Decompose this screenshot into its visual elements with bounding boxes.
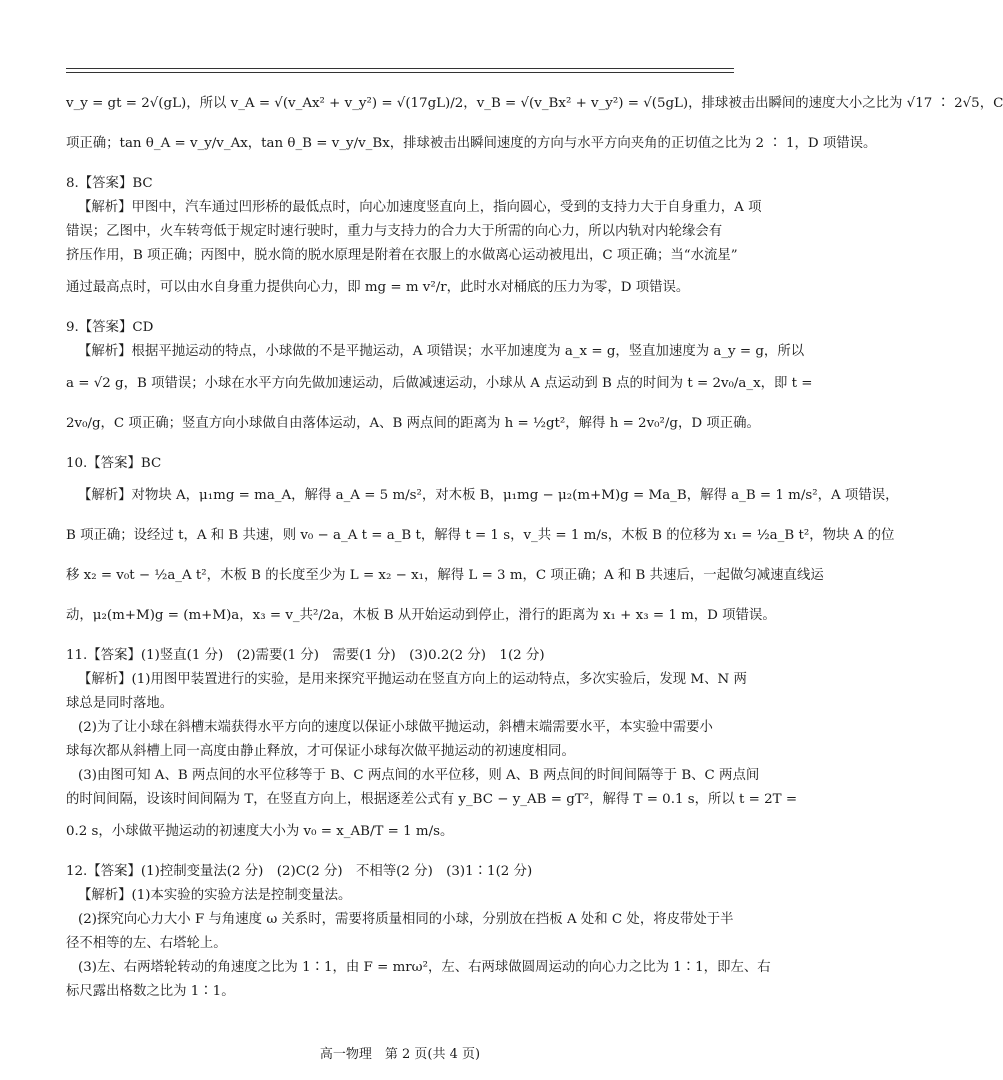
text-line: 【解析】甲图中，汽车通过凹形桥的最低点时，向心加速度竖直向上，指向圆心，受到的支持力大于自身重力，A 项: [78, 200, 762, 215]
text-line: 的时间间隔，设该时间间隔为 T，在竖直方向上，根据逐差公式有 y_BC − y_AB = gT²，解得 T = 0.1 s，所以 t = 2T =: [66, 792, 798, 807]
header-rule-thin: [66, 72, 734, 73]
text-line: 球总是同时落地。: [66, 696, 174, 711]
text-line: (2)探究向心力大小 F 与角速度 ω 关系时，需要将质量相同的小球，分别放在挡板 A 处和 C 处，将皮带处于半: [78, 912, 734, 927]
text-line: 标尺露出格数之比为 1∶1。: [66, 984, 235, 999]
text-line: 项正确；tan θ_A = v_y/v_Ax，tan θ_B = v_y/v_Bx，排球被击出瞬间速度的方向与水平方向夹角的正切值之比为 2 ∶ 1，D 项错误。: [66, 136, 877, 151]
text-line: 【解析】对物块 A，μ₁mg = ma_A，解得 a_A = 5 m/s²，对木板 B，μ₁mg − μ₂(m+M)g = Ma_B，解得 a_B = 1 m/s²，A 项错误，: [78, 488, 899, 503]
text-line: (3)由图可知 A、B 两点间的水平位移等于 B、C 两点间的水平位移，则 A、B 两点间的时间间隔等于 B、C 两点间: [78, 768, 760, 783]
page-footer: 高一物理 第 2 页(共 4 页): [319, 1047, 481, 1062]
text-line: 通过最高点时，可以由水自身重力提供向心力，即 mg = m v²/r，此时水对桶底的压力为零，D 项错误。: [66, 280, 690, 295]
text-line: v_y = gt = 2√(gL)，所以 v_A = √(v_Ax² + v_y²) = √(17gL)/2，v_B = √(v_Bx² + v_y²) = √(5gL)，排球被击出瞬间的速度大小之比为 √17 ∶ 2√5，C: [66, 96, 1003, 111]
text-line: a = √2 g，B 项错误；小球在水平方向先做加速运动，后做减速运动，小球从 A 点运动到 B 点的时间为 t = 2v₀/a_x，即 t =: [66, 376, 813, 391]
text-line: 挤压作用，B 项正确；丙图中，脱水筒的脱水原理是附着在衣服上的水做离心运动被甩出，C 项正确；当“水流星”: [66, 248, 738, 263]
text-line: (2)为了让小球在斜槽末端获得水平方向的速度以保证小球做平抛运动，斜槽末端需要水平，本实验中需要小: [78, 720, 713, 735]
text-line: 错误；乙图中，火车转弯低于规定时速行驶时，重力与支持力的合力大于所需的向心力，所以内轨对内轮缘会有: [66, 224, 723, 239]
text-line: (3)左、右两塔轮转动的角速度之比为 1∶1，由 F = mrω²，左、右两球做圆周运动的向心力之比为 1∶1，即左、右: [78, 960, 771, 975]
text-line: B 项正确；设经过 t，A 和 B 共速，则 v₀ − a_A t = a_B t，解得 t = 1 s，v_共 = 1 m/s，木板 B 的位移为 x₁ = ½a_B t²，物块 A 的位: [66, 528, 895, 543]
answer-content: [66, 84, 1003, 1004]
answer-q9: 9.【答案】CD: [66, 320, 154, 335]
answer-q11: 11.【答案】(1)竖直(1 分) (2)需要(1 分) 需要(1 分) (3)0.2(2 分) 1(2 分): [66, 648, 545, 663]
text-line: 0.2 s，小球做平抛运动的初速度大小为 v₀ = x_AB/T = 1 m/s。: [66, 824, 454, 839]
text-line: 球每次都从斜槽上同一高度由静止释放，才可保证小球每次做平抛运动的初速度相同。: [66, 744, 575, 759]
answer-q8: 8.【答案】BC: [66, 176, 153, 191]
text-line: 移 x₂ = v₀t − ½a_A t²，木板 B 的长度至少为 L = x₂ − x₁，解得 L = 3 m，C 项正确；A 和 B 共速后，一起做匀减速直线运: [66, 568, 824, 583]
text-line: 径不相等的左、右塔轮上。: [66, 936, 227, 951]
answer-q12: 12.【答案】(1)控制变量法(2 分) (2)C(2 分) 不相等(2 分) (3)1∶1(2 分): [66, 864, 533, 879]
header-rule: [66, 68, 734, 69]
text-line: 【解析】(1)用图甲装置进行的实验，是用来探究平抛运动在竖直方向上的运动特点，多次实验后，发现 M、N 两: [78, 672, 747, 687]
text-line: 动，μ₂(m+M)g = (m+M)a，x₃ = v_共²/2a，木板 B 从开始运动到停止，滑行的距离为 x₁ + x₃ = 1 m，D 项错误。: [66, 608, 776, 623]
answer-q10: 10.【答案】BC: [66, 456, 162, 471]
text-line: 【解析】(1)本实验的实验方法是控制变量法。: [78, 888, 352, 903]
text-line: 【解析】根据平抛运动的特点，小球做的不是平抛运动，A 项错误；水平加速度为 a_x = g，竖直加速度为 a_y = g，所以: [78, 344, 805, 359]
text-line: 2v₀/g，C 项正确；竖直方向小球做自由落体运动，A、B 两点间的距离为 h = ½gt²，解得 h = 2v₀²/g，D 项正确。: [66, 416, 760, 431]
